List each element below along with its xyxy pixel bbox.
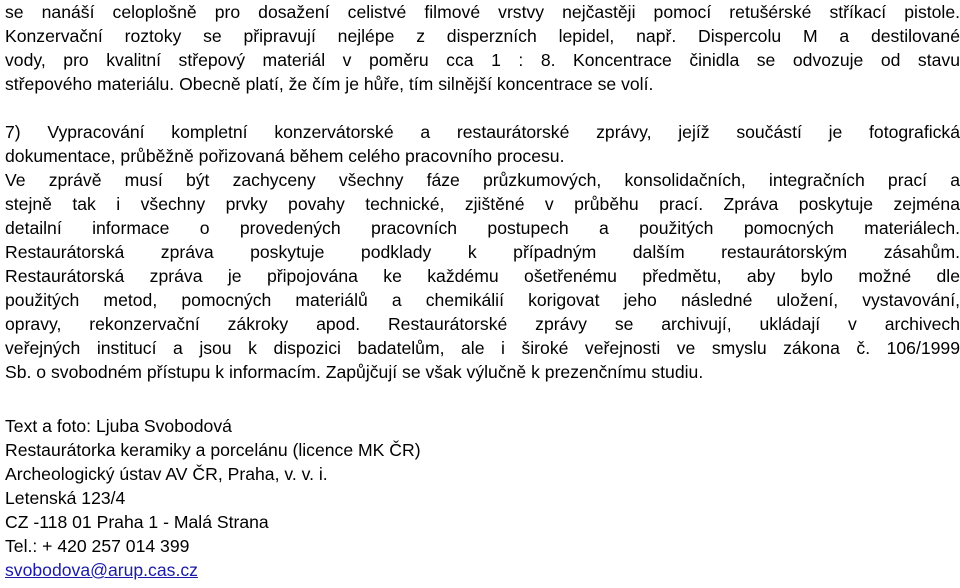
email-link[interactable]: svobodova@arup.cas.cz <box>5 560 198 580</box>
text-line: Restaurátorská zpráva je připojována ke každému ošetřenému předmětu, aby bylo možné dle <box>5 266 960 286</box>
phone-number: Tel.: + 420 257 014 399 <box>5 536 190 556</box>
text-line: veřejných institucí a jsou k dispozici badatelům, ale i široké veřejnosti ve smyslu zákona č. 106/1999 <box>5 338 960 358</box>
author-credit: Text a foto: Ljuba Svobodová <box>5 416 232 436</box>
address-street: Letenská 123/4 <box>5 488 126 508</box>
text-line: detailní informace o provedených pracovních postupech a použitých pomocných materiálech. <box>5 218 960 238</box>
text-line: Ve zprávě musí být zachyceny všechny fáze průzkumových, konsolidačních, integračních prací a <box>5 170 960 190</box>
text-line: Sb. o svobodném přístupu k informacím. Zapůjčují se však výlučně k prezenčnímu studiu. <box>5 362 704 382</box>
author-signature-block <box>5 414 960 582</box>
author-role: Restaurátorka keramiky a porcelánu (licence MK ČR) <box>5 440 421 460</box>
text-line: opravy, rekonzervační zákroky apod. Restaurátorské zprávy se archivují, ukládají v archivech <box>5 314 960 334</box>
text-line: 7) Vypracování kompletní konzervátorské a restaurátorské zprávy, jejíž součástí je fotografická <box>5 122 960 142</box>
paragraph-report <box>5 120 960 384</box>
author-institution: Archeologický ústav AV ČR, Praha, v. v. i. <box>5 464 328 484</box>
text-line: se nanáší celoplošně pro dosažení celistvé filmové vrstvy nejčastěji pomocí retušérské stříkací pistole. <box>5 2 960 22</box>
text-line: Konzervační roztoky se připravují nejlépe z disperzních lepidel, např. Dispercolu M a destilované <box>5 26 960 46</box>
text-line: použitých metod, pomocných materiálů a chemikálií korigovat jeho následné uložení, vystavování, <box>5 290 960 310</box>
text-line: stejně tak i všechny prvky povahy technické, zjištěné v průběhu prací. Zpráva poskytuje zejména <box>5 194 960 214</box>
address-city: CZ -118 01 Praha 1 - Malá Strana <box>5 512 269 532</box>
text-line: střepového materiálu. Obecně platí, že čím je hůře, tím silnější koncentrace se volí. <box>5 74 654 94</box>
text-line: dokumentace, průběžně pořizovaná během celého pracovního procesu. <box>5 146 565 166</box>
text-line: vody, pro kvalitní střepový materiál v poměru cca 1 : 8. Koncentrace činidla se odvozuje od stavu <box>5 50 960 70</box>
paragraph-consolidation <box>5 0 960 96</box>
text-line: Restaurátorská zpráva poskytuje podklady k případným dalším restaurátorským zásahům. <box>5 242 960 262</box>
